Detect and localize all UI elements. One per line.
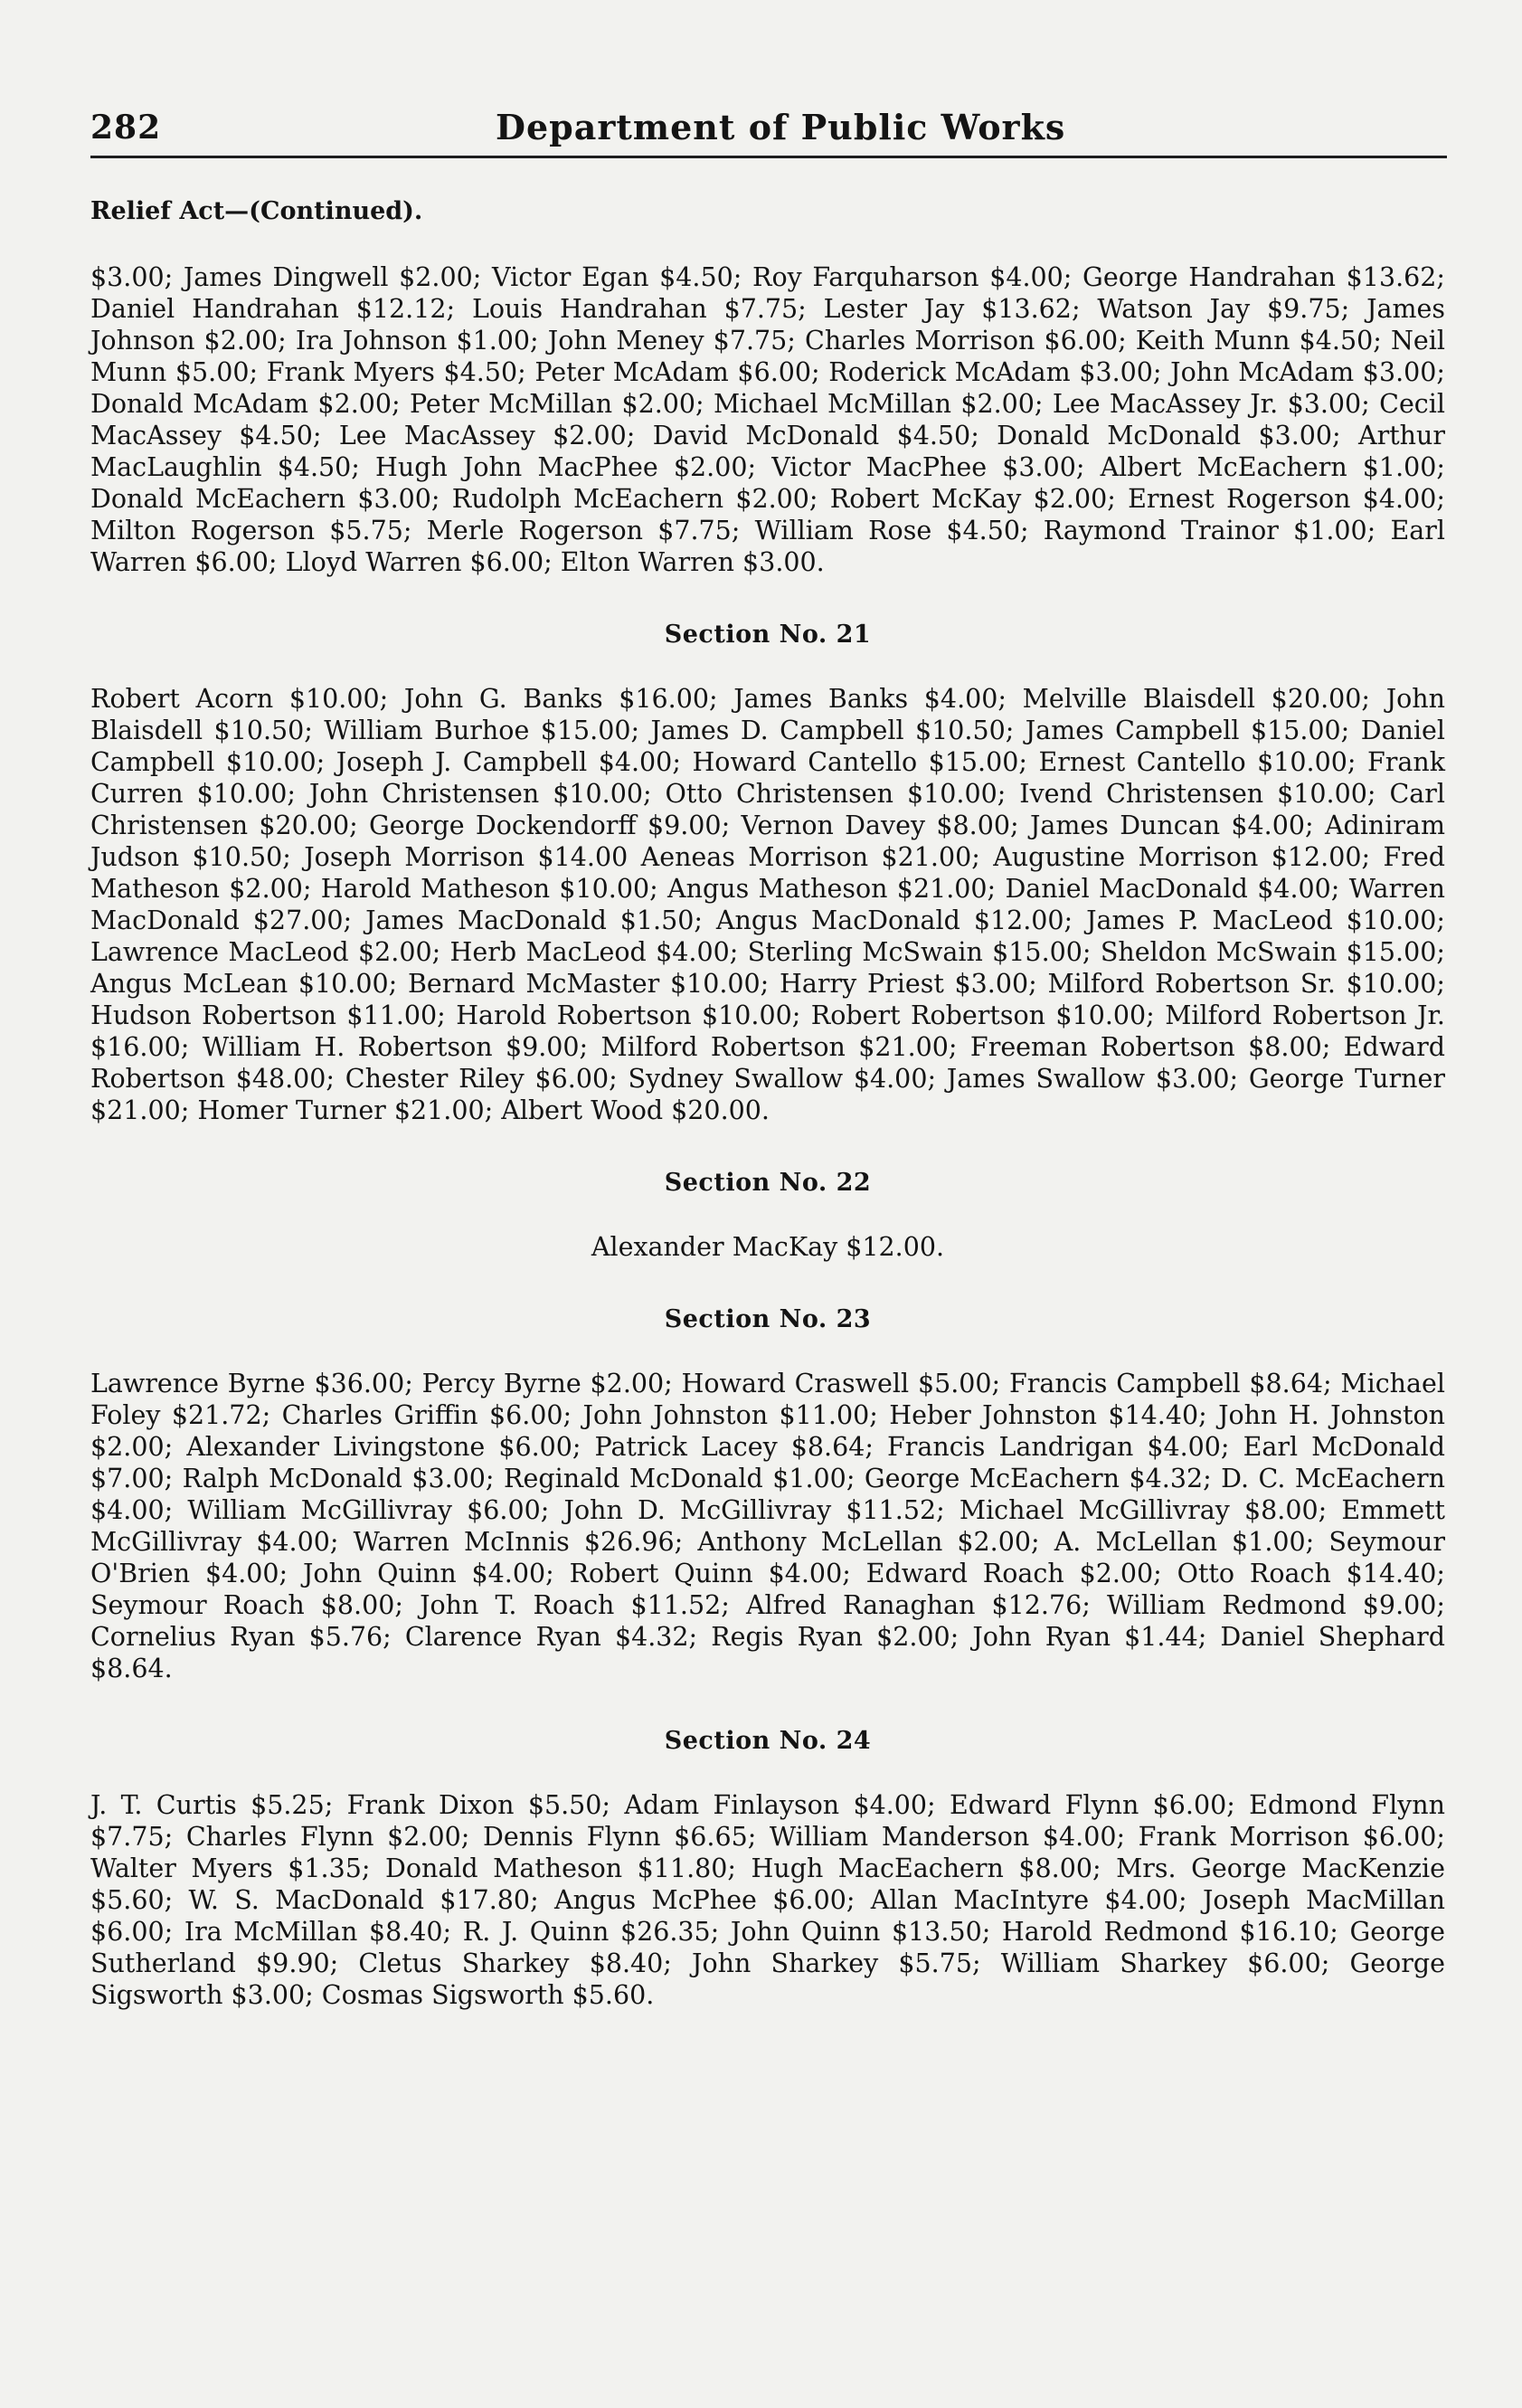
page-number: 282 xyxy=(90,109,162,147)
header-rule xyxy=(90,156,1447,158)
section-23 xyxy=(90,1305,1445,1684)
section-heading: Section No. 24 xyxy=(664,1727,872,1755)
running-head: Department of Public Works xyxy=(496,107,1066,147)
section-24 xyxy=(90,1727,1445,2011)
page-body xyxy=(90,197,1445,2011)
continued-heading: Relief Act—(Continued). xyxy=(90,197,423,225)
section-heading: Section No. 21 xyxy=(664,621,872,649)
section-paragraph: J. T. Curtis $5.25; Frank Dixon $5.50; Adam Finlayson $4.00; Edward Flynn $6.00; Edmond Flynn $7.75; Charles Flynn $2.00; Dennis Flynn $6.65; William Manderson $4.00; Frank Morrison $6.00; Walter Myers $1.35; Donald Matheson $11.80; Hugh MacEachern $8.00; Mrs. George MacKenzie $5.60; W. S. MacDonald $17.80; Angus McPhee $6.00; Allan MacIntyre $4.00; Joseph MacMillan $6.00; Ira McMillan $8.40; R. J. Quinn $26.35; John Quinn $13.50; Harold Redmond $16.10; George Sutherland $9.90; Cletus Sharkey $8.40; John Sharkey $5.75; William Sharkey $6.00; George Sigsworth $3.00; Cosmas Sigsworth $5.60. xyxy=(90,1790,1445,2010)
section-22 xyxy=(90,1169,1445,1263)
section-paragraph: Alexander MacKay $12.00. xyxy=(591,1232,945,1262)
page-header xyxy=(90,101,1447,156)
section-paragraph: Robert Acorn $10.00; John G. Banks $16.00; James Banks $4.00; Melville Blaisdell $20.00; John Blaisdell $10.50; William Burhoe $15.00; James D. Campbell $10.50; James Campbell $15.00; Daniel Campbell $10.00; Joseph J. Campbell $4.00; Howard Cantello $15.00; Ernest Cantello $10.00; Frank Curren $10.00; John Christensen $10.00; Otto Christensen $10.00; Ivend Christensen $10.00; Carl Christensen $20.00; George Dockendorff $9.00; Vernon Davey $8.00; James Duncan $4.00; Adiniram Judson $10.50; Joseph Morrison $14.00 Aeneas Morrison $21.00; Augustine Morrison $12.00; Fred Matheson $2.00; Harold Matheson $10.00; Angus Matheson $21.00; Daniel MacDonald $4.00; Warren MacDonald $27.00; James MacDonald $1.50; Angus MacDonald $12.00; James P. MacLeod $10.00; Lawrence MacLeod $2.00; Herb MacLeod $4.00; Sterling McSwain $15.00; Sheldon McSwain $15.00; Angus McLean $10.00; Bernard McMaster $10.00; Harry Priest $3.00; Milford Robertson Sr. $10.00; Hudson Robertson $11.00; Harold Robertson $10.00; Robert Robertson $10.00; Milford Robertson Jr. $16.00; William H. Robertson $9.00; Milford Robertson $21.00; Freeman Robertson $8.00; Edward Robertson $48.00; Chester Riley $6.00; Sydney Swallow $4.00; James Swallow $3.00; George Turner $21.00; Homer Turner $21.00; Albert Wood $20.00. xyxy=(90,684,1445,1125)
section-paragraph: Lawrence Byrne $36.00; Percy Byrne $2.00; Howard Craswell $5.00; Francis Campbell $8.64; Michael Foley $21.72; Charles Griffin $6.00; John Johnston $11.00; Heber Johnston $14.40; John H. Johnston $2.00; Alexander Livingstone $6.00; Patrick Lacey $8.64; Francis Landrigan $4.00; Earl McDonald $7.00; Ralph McDonald $3.00; Reginald McDonald $1.00; George McEachern $4.32; D. C. McEachern $4.00; William McGillivray $6.00; John D. McGillivray $11.52; Michael McGillivray $8.00; Emmett McGillivray $4.00; Warren McInnis $26.96; Anthony McLellan $2.00; A. McLellan $1.00; Seymour O'Brien $4.00; John Quinn $4.00; Robert Quinn $4.00; Edward Roach $2.00; Otto Roach $14.40; Seymour Roach $8.00; John T. Roach $11.52; Alfred Ranaghan $12.76; William Redmond $9.00; Cornelius Ryan $5.76; Clarence Ryan $4.32; Regis Ryan $2.00; John Ryan $1.44; Daniel Shephard $8.64. xyxy=(90,1369,1445,1683)
section-heading: Section No. 22 xyxy=(664,1169,872,1197)
section-heading: Section No. 23 xyxy=(664,1305,872,1333)
continued-paragraph: $3.00; James Dingwell $2.00; Victor Egan $4.50; Roy Farquharson $4.00; George Handrahan $13.62; Daniel Handrahan $12.12; Louis Handrahan $7.75; Lester Jay $13.62; Watson Jay $9.75; James Johnson $2.00; Ira Johnson $1.00; John Meney $7.75; Charles Morrison $6.00; Keith Munn $4.50; Neil Munn $5.00; Frank Myers $4.50; Peter McAdam $6.00; Roderick McAdam $3.00; John McAdam $3.00; Donald McAdam $2.00; Peter McMillan $2.00; Michael McMillan $2.00; Lee MacAssey Jr. $3.00; Cecil MacAssey $4.50; Lee MacAssey $2.00; David McDonald $4.50; Donald McDonald $3.00; Arthur MacLaughlin $4.50; Hugh John MacPhee $2.00; Victor MacPhee $3.00; Albert McEachern $1.00; Donald McEachern $3.00; Rudolph McEachern $2.00; Robert McKay $2.00; Ernest Rogerson $4.00; Milton Rogerson $5.75; Merle Rogerson $7.75; William Rose $4.50; Raymond Trainor $1.00; Earl Warren $6.00; Lloyd Warren $6.00; Elton Warren $3.00. xyxy=(90,262,1445,577)
section-21 xyxy=(90,621,1445,1126)
